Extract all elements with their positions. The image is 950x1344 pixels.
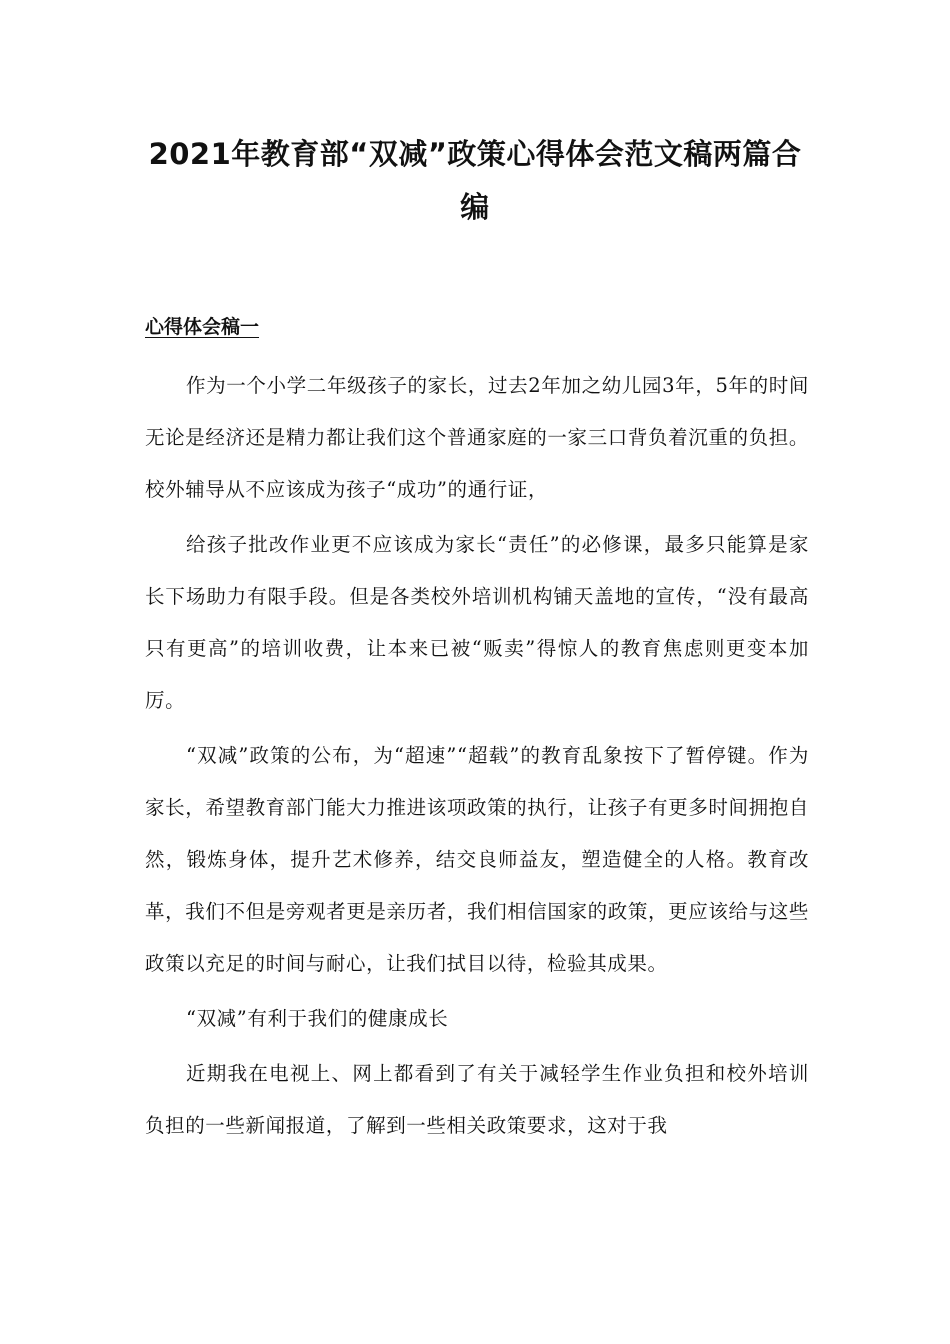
paragraph: 作为一个小学二年级孩子的家长，过去2年加之幼儿园3年，5年的时间无论是经济还是精力都让我们这个普通家庭的一家三口背负着沉重的负担。校外辅导从不应该成为孩子“成功”的通行证， bbox=[145, 374, 809, 501]
document-title: 2021年教育部“双减”政策心得体会范文稿两篇合编 bbox=[148, 137, 802, 224]
section-heading: 心得体会稿一 bbox=[145, 316, 260, 338]
paragraph: 近期我在电视上、网上都看到了有关于减轻学生作业负担和校外培训负担的一些新闻报道，了解到一些相关政策要求，这对于我 bbox=[145, 1062, 809, 1137]
paragraph: 给孩子批改作业更不应该成为家长“责任”的必修课，最多只能算是家长下场助力有限手段。但是各类校外培训机构铺天盖地的宣传，“没有最高只有更高”的培训收费，让本来已被“贩卖”得惊人的教育焦虑则更变本加厉。 bbox=[145, 533, 809, 712]
document-body bbox=[145, 360, 809, 1155]
paragraph: “双减”政策的公布，为“超速”“超载”的教育乱象按下了暂停键。作为家长，希望教育部门能大力推进该项政策的执行，让孩子有更多时间拥抱自然，锻炼身体，提升艺术修养，结交良师益友，塑造健全的人格。教育改革，我们不但是旁观者更是亲历者，我们相信国家的政策，更应该给与这些政策以充足的时间与耐心，让我们拭目以待，检验其成果。 bbox=[145, 744, 809, 975]
subheading-paragraph: “双减”有利于我们的健康成长 bbox=[186, 1007, 449, 1030]
